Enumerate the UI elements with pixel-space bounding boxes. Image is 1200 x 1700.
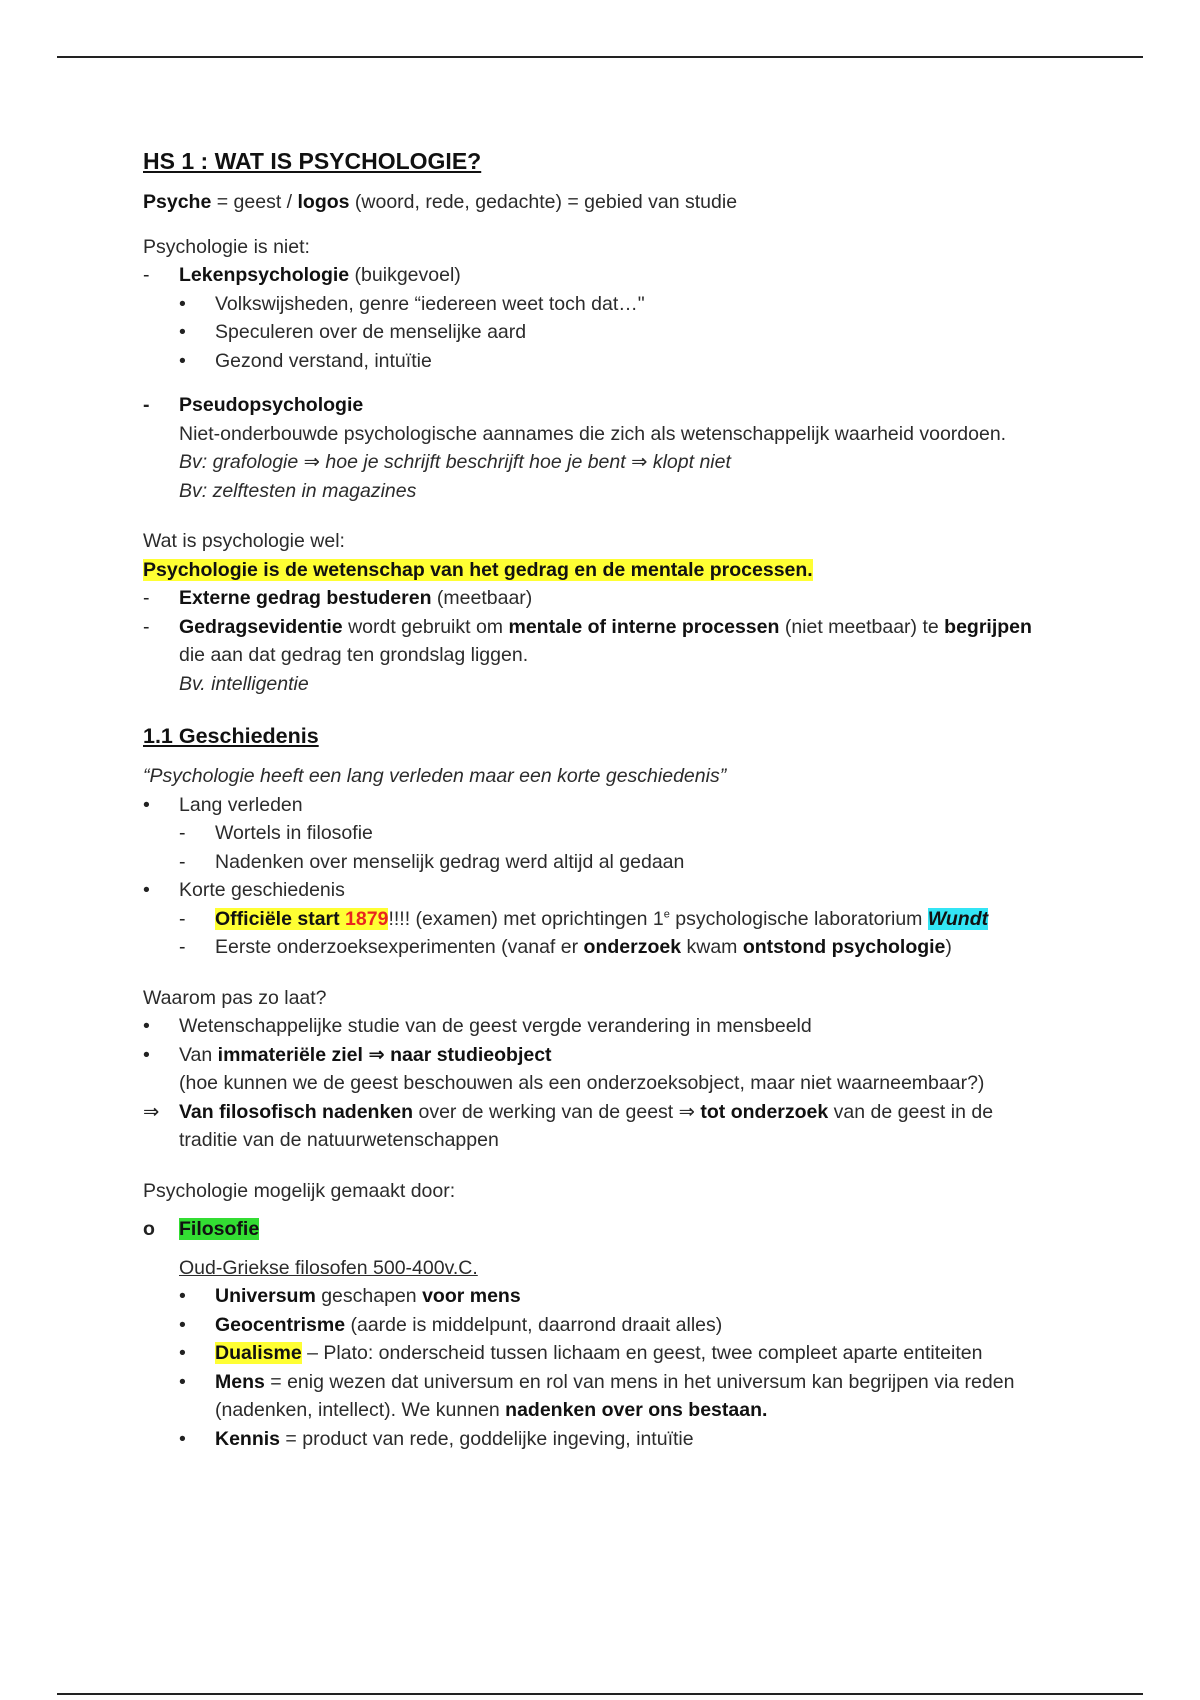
list-item-continuation: (nadenken, intellect). We kunnen nadenken over ons bestaan. bbox=[215, 1399, 768, 1421]
list-item: • Van immateriële ziel ⇒ naar studieobject bbox=[143, 1041, 1073, 1070]
list-item: • Korte geschiedenis bbox=[143, 876, 1073, 905]
waarom-question: Waarom pas zo laat? bbox=[143, 986, 327, 1009]
list-item: • Geocentrisme (aarde is middelpunt, daarrond draait alles) bbox=[143, 1311, 1073, 1340]
bullet-marker: • bbox=[143, 1043, 150, 1066]
footer-rule bbox=[57, 1693, 1143, 1695]
bullet-marker: • bbox=[143, 793, 150, 816]
dash-marker: - bbox=[143, 615, 150, 638]
dash-marker: - bbox=[179, 850, 186, 873]
conclusion-item: ⇒ Van filosofisch nadenken over de werking van de geest ⇒ tot onderzoek van de geest in de bbox=[143, 1098, 1073, 1127]
bullet-marker: • bbox=[179, 321, 186, 343]
bullet-marker: • bbox=[143, 879, 150, 901]
bullet-marker: • bbox=[179, 1370, 186, 1393]
list-item: • Gezond verstand, intuïtie bbox=[143, 347, 1073, 376]
list-item: - Eerste onderzoeksexperimenten (vanaf er onderzoek kwam ontstond psychologie) bbox=[143, 933, 1073, 962]
list-item: • Volkswijsheden, genre “iedereen weet toch dat…" bbox=[143, 290, 1073, 319]
list-item-continuation: die aan dat gedrag ten grondslag liggen. bbox=[179, 644, 529, 666]
dash-marker: - bbox=[179, 907, 186, 930]
list-item: • Dualisme – Plato: onderscheid tussen lichaam en geest, twee compleet aparte entiteiten bbox=[143, 1339, 1073, 1368]
list-item: - Externe gedrag bestuderen (meetbaar) bbox=[143, 584, 1073, 613]
list-item: - Wortels in filosofie bbox=[143, 819, 1073, 848]
mogelijk-intro: Psychologie mogelijk gemaakt door: bbox=[143, 1179, 456, 1202]
document-body bbox=[143, 144, 1073, 1453]
dash-marker: - bbox=[179, 936, 186, 958]
page-title: HS 1 : WAT IS PSYCHOLOGIE? bbox=[143, 148, 482, 174]
list-item-start-1879: - Officiële start 1879!!!! (examen) met oprichtingen 1e psychologische laboratorium Wundt bbox=[143, 905, 1073, 934]
list-item-lekenpsychologie: - Lekenpsychologie (buikgevoel) bbox=[143, 261, 1073, 290]
quote: “Psychologie heeft een lang verleden maar een korte geschiedenis” bbox=[143, 765, 727, 787]
wel-intro: Wat is psychologie wel: bbox=[143, 530, 345, 552]
list-item-pseudopsychologie: - Pseudopsychologie bbox=[143, 391, 1073, 420]
pseudo-description: Niet-onderbouwde psychologische aannames die zich als wetenschappelijk waarheid voordoen. bbox=[179, 422, 1007, 445]
niet-intro: Psychologie is niet: bbox=[143, 235, 310, 258]
list-item: • Kennis = product van rede, goddelijke ingeving, intuïtie bbox=[143, 1425, 1073, 1454]
arrow-icon: ⇒ bbox=[143, 1100, 160, 1123]
highlighted-definition: Psychologie is de wetenschap van het gedrag en de mentale processen. bbox=[143, 558, 813, 581]
list-item-note: (hoe kunnen we de geest beschouwen als een onderzoeksobject, maar niet waarneembaar?) bbox=[179, 1072, 985, 1094]
bullet-marker: • bbox=[143, 1015, 150, 1037]
dash-marker: - bbox=[143, 264, 150, 286]
list-item: - Nadenken over menselijk gedrag werd altijd al gedaan bbox=[143, 848, 1073, 877]
dash-marker: - bbox=[179, 822, 186, 844]
bullet-marker: • bbox=[179, 1427, 186, 1450]
bullet-marker: • bbox=[179, 292, 186, 315]
bullet-marker: • bbox=[179, 1342, 186, 1364]
list-item: • Universum geschapen voor mens bbox=[143, 1282, 1073, 1311]
subheading-grieken: Oud-Griekse filosofen 500-400v.C. bbox=[179, 1256, 478, 1279]
list-item: • Lang verleden bbox=[143, 791, 1073, 820]
list-item: • Mens = enig wezen dat universum en rol van mens in het universum kan begrijpen via reden bbox=[143, 1368, 1073, 1397]
conclusion-continuation: traditie van de natuurwetenschappen bbox=[179, 1129, 499, 1151]
list-item: • Wetenschappelijke studie van de geest vergde verandering in mensbeeld bbox=[143, 1012, 1073, 1041]
pseudo-example: Bv: zelftesten in magazines bbox=[179, 479, 417, 502]
section-heading-geschiedenis: 1.1 Geschiedenis bbox=[143, 724, 319, 748]
example-text: Bv. intelligentie bbox=[179, 672, 309, 695]
bullet-marker: • bbox=[179, 1313, 186, 1336]
dash-marker: - bbox=[143, 587, 150, 609]
pseudo-example: Bv: grafologie ⇒ hoe je schrijft beschrijft hoe je bent ⇒ klopt niet bbox=[179, 451, 731, 473]
circle-marker: o bbox=[143, 1218, 155, 1240]
list-item-filosofie: o Filosofie bbox=[143, 1215, 1073, 1244]
header-rule bbox=[57, 56, 1143, 58]
psyche-definition: Psyche = geest / logos (woord, rede, gedachte) = gebied van studie bbox=[143, 191, 738, 213]
list-item: - Gedragsevidentie wordt gebruikt om mentale of interne processen (niet meetbaar) te begrijpen bbox=[143, 613, 1073, 642]
bullet-marker: • bbox=[179, 349, 186, 372]
list-item: • Speculeren over de menselijke aard bbox=[143, 318, 1073, 347]
bullet-marker: • bbox=[179, 1285, 186, 1307]
dash-marker: - bbox=[143, 394, 150, 416]
